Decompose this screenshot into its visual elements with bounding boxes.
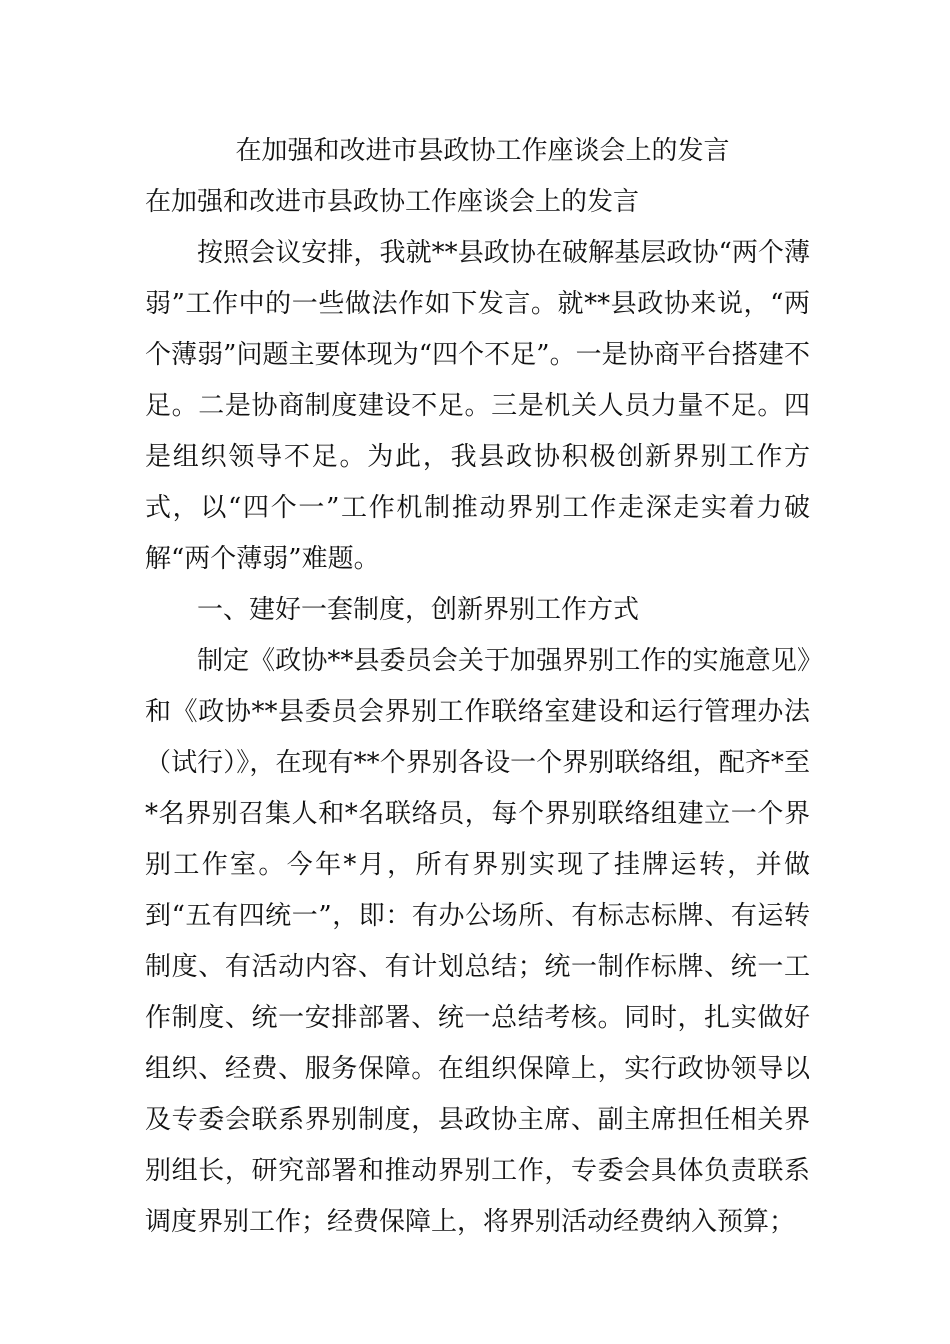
- section-1-paragraph: 制定《政协**县委员会关于加强界别工作的实施意见》和《政协**县委员会界别工作联络室建设和运行管理办法（试行）》，在现有**个界别各设一个界别联络组，配齐*至*名界别召集人和*名联络员，每个界别联络组建立一个界别工作室。今年*月，所有界别实现了挂牌运转，并做到“五有四统一”，即：有办公场所、有标志标牌、有运转制度、有活动内容、有计划总结；统一制作标牌、统一工作制度、统一安排部署、统一总结考核。同时，扎实做好组织、经费、服务保障。在组织保障上，实行政协领导以及专委会联系界别制度，县政协主席、副主席担任相关界别组长，研究部署和推动界别工作，专委会具体负责联系调度界别工作；经费保障上，将界别活动经费纳入预算；: [145, 646, 810, 1237]
- document-subtitle: 在加强和改进市县政协工作座谈会上的发言: [145, 187, 640, 217]
- document-body: [145, 126, 810, 1248]
- section-heading-1: 一、建好一套制度，创新界别工作方式: [197, 595, 640, 625]
- intro-paragraph: 按照会议安排，我就**县政协在破解基层政协“两个薄弱”工作中的一些做法作如下发言。就**县政协来说，“两个薄弱”问题主要体现为“四个不足”。一是协商平台搭建不足。二是协商制度建设不足。三是机关人员力量不足。四是组织领导不足。为此，我县政协积极创新界别工作方式，以“四个一”工作机制推动界别工作走深走实着力破解“两个薄弱”难题。: [145, 238, 810, 574]
- document-title: 在加强和改进市县政协工作座谈会上的发言: [235, 136, 730, 166]
